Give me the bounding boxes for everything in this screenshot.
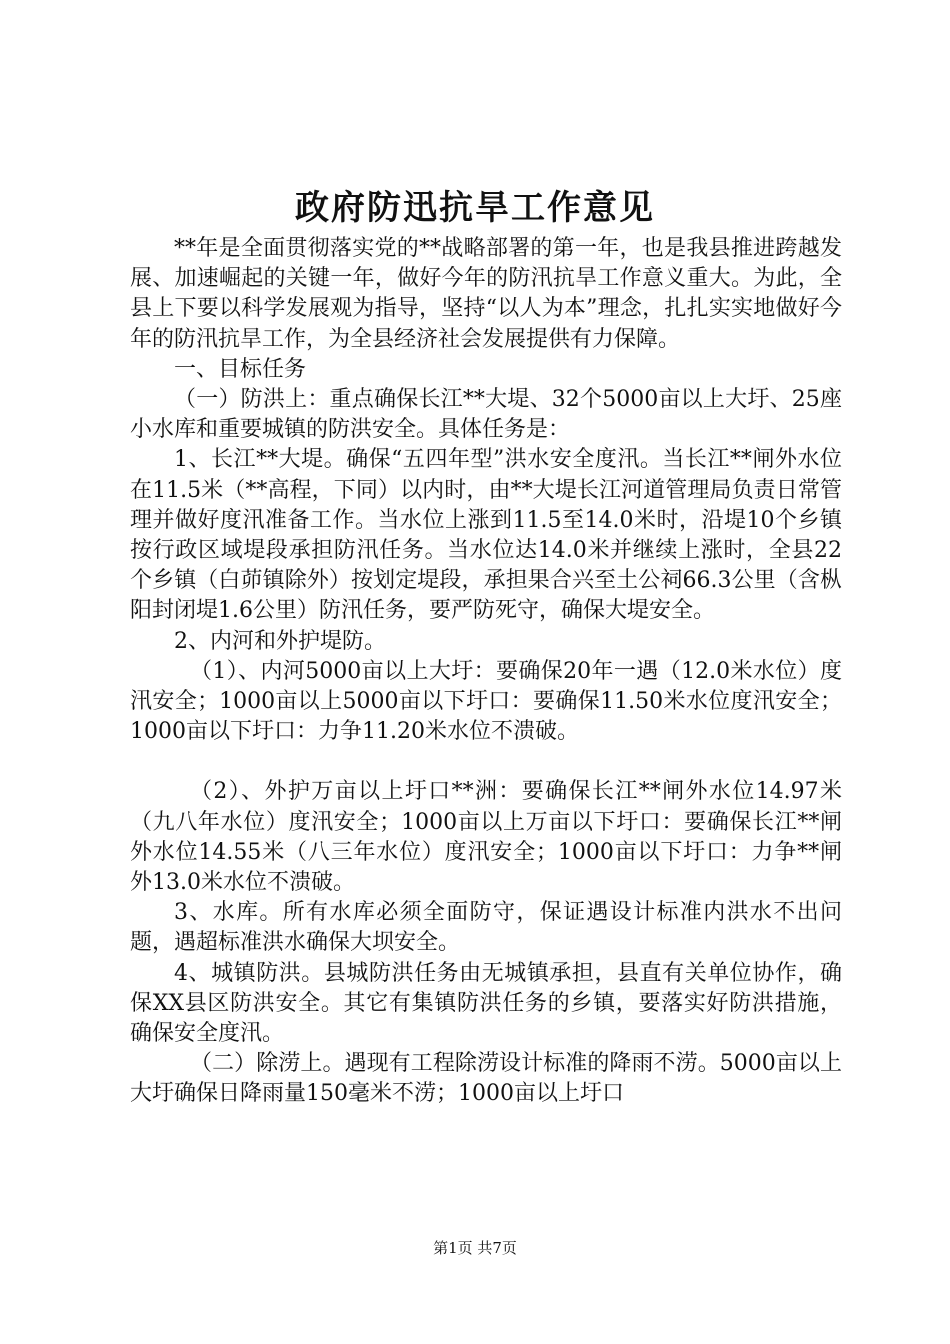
page-footer: 第1页 共7页 — [433, 1239, 517, 1257]
blank-line — [130, 747, 842, 777]
subsection-drainage: （二）除涝上。遇现有工程除涝设计标准的降雨不涝。5000亩以上大圩确保日降雨量150毫米不涝；1000亩以上圩口 — [130, 1051, 842, 1107]
item-inner-river-dikes: 2、内河和外护堤防。 — [174, 628, 386, 654]
document-body — [130, 234, 842, 1110]
intro-paragraph: **年是全面贯彻落实党的**战略部署的第一年，也是我县推进跨越发展、加速崛起的关键一年，做好今年的防汛抗旱工作意义重大。为此，全县上下要以科学发展观为指导，坚持“以人为本”理念，扎扎实实地做好今年的防汛抗旱工作，为全县经济社会发展提供有力保障。 — [130, 236, 842, 352]
subitem-inner-river: （1）、内河5000亩以上大圩：要确保20年一遇（12.0米水位）度汛安全；1000亩以上5000亩以下圩口：要确保11.50米水位度汛安全；1000亩以下圩口：力争11.20米水位不溃破。 — [130, 658, 842, 745]
document-title: 政府防迅抗旱工作意见 — [295, 188, 655, 228]
item-yangtze-levee: 1、长江**大堤。确保“五四年型”洪水安全度汛。当长江**闸外水位在11.5米（**高程，下同）以内时，由**大堤长江河道管理局负责日常管理并做好度汛准备工作。当水位上涨到11.5至14.0米时，沿堤10个乡镇按行政区域堤段承担防汛任务。当水位达14.0米并继续上涨时，全县22个乡镇（白茆镇除外）按划定堤段，承担果合兴至土公祠66.3公里（含枞阳封闭堤1.6公里）防汛任务，要严防死守，确保大堤安全。 — [130, 447, 842, 624]
section-heading-goals: 一、目标任务 — [174, 356, 307, 382]
subsection-flood-control: （一）防洪上：重点确保长江**大堤、32个5000亩以上大圩、25座小水库和重要城镇的防洪安全。具体任务是： — [130, 387, 842, 443]
subitem-outer-dikes: （2）、外护万亩以上圩口**洲：要确保长江**闸外水位14.97米（九八年水位）度汛安全；1000亩以上万亩以下圩口：要确保长江**闸外水位14.55米（八三年水位）度汛安全；1000亩以下圩口：力争**闸外13.0米水位不溃破。 — [130, 779, 842, 896]
item-town-flood-control: 4、城镇防洪。县城防洪任务由无城镇承担，县直有关单位协作，确保XX县区防洪安全。其它有集镇防洪任务的乡镇，要落实好防洪措施，确保安全度汛。 — [130, 960, 842, 1047]
item-reservoirs: 3、水库。所有水库必须全面防守，保证遇设计标准内洪水不出问题，遇超标准洪水确保大坝安全。 — [130, 900, 842, 956]
